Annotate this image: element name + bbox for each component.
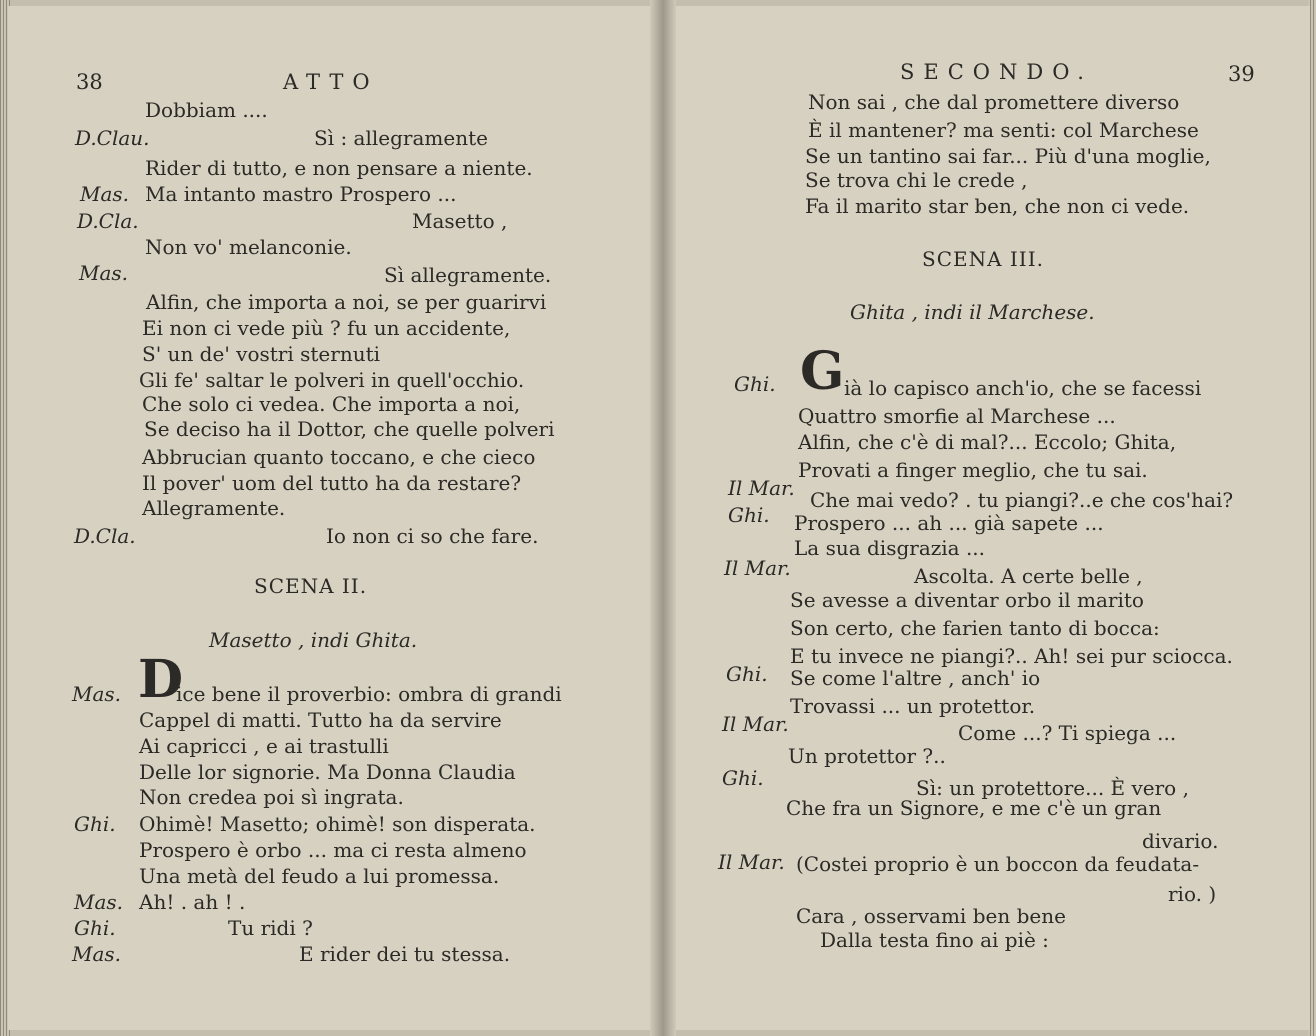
right-page [662,6,1310,1030]
verse-line: Dalla testa fino ai piè : [820,928,1049,952]
verse-line: Ai capricci , e ai trastulli [139,734,389,758]
verse-line: Trovassi ... un protettor. [790,694,1036,718]
verse-line: Ascolta. A certe belle , [914,564,1143,588]
verse-line: ice bene il proverbio: ombra di grandi [176,682,562,706]
verse-line: (Costei proprio è un boccon da feudata- [796,852,1200,876]
scene-persons: Masetto , indi Ghita. [209,628,418,652]
verse-line: Provati a finger meglio, che tu sai. [798,458,1148,482]
speaker-label: Il Mar. [724,556,791,580]
verse-line: Sì allegramente. [384,263,552,287]
running-header: SECONDO. [900,60,1093,84]
left-page [8,6,662,1030]
verse-line: Ma intanto mastro Prospero ... [145,182,457,206]
speaker-label: Il Mar. [718,850,785,874]
speaker-label: Ghi. [728,503,770,527]
speaker-label: Mas. [79,261,129,285]
verse-line: Se avesse a diventar orbo il marito [790,588,1144,612]
scene-title: SCENA II. [254,574,368,598]
verse-line: Che fra un Signore, e me c'è un gran [786,796,1162,820]
verse-line: Sì: un protettore... È vero , [916,776,1189,800]
verse-line: Se trova chi le crede , [805,168,1028,192]
verse-line: Non sai , che dal promettere diverso [808,90,1180,114]
verse-line: Alfin, che c'è di mal?... Eccolo; Ghita, [798,430,1177,454]
verse-line: Cara , osservami ben bene [796,904,1066,928]
verse-line: Ah! . ah ! . [139,890,246,914]
verse-line: Cappel di matti. Tutto ha da servire [139,708,502,732]
verse-line: È il mantener? ma senti: col Marchese [808,118,1199,142]
speaker-label: Il Mar. [722,712,789,736]
verse-line: Gli fe' saltar le polveri in quell'occhio. [139,368,525,392]
verse-line: Abbrucian quanto toccano, e che cieco [142,445,536,469]
verse-line: Ohimè! Masetto; ohimè! son disperata. [139,812,536,836]
speaker-label: D.Cla. [77,209,139,233]
verse-line: divario. [1142,829,1219,853]
speaker-label: Ghi. [722,766,764,790]
verse-line: Fa il marito star ben, che non ci vede. [805,194,1190,218]
speaker-label: Ghi. [74,812,116,836]
verse-line: Non vo' melanconie. [145,235,352,259]
page-number: 39 [1228,62,1255,86]
verse-line: Un protettor ?.. [788,744,946,768]
speaker-label: D.Clau. [75,126,150,150]
speaker-label: Mas. [80,182,130,206]
scene-persons: Ghita , indi il Marchese. [850,300,1095,324]
verse-line: S' un de' vostri sternuti [142,342,381,366]
verse-line: Ei non ci vede più ? fu un accidente, [142,316,511,340]
verse-line: Quattro smorfie al Marchese ... [798,404,1116,428]
speaker-label: Mas. [74,890,124,914]
speaker-label: Ghi. [726,662,768,686]
running-header: ATTO [283,70,379,94]
verse-line: Masetto , [412,209,508,233]
speaker-label: Ghi. [734,372,776,396]
verse-line: Allegramente. [142,496,286,520]
verse-line: Delle lor signorie. Ma Donna Claudia [139,760,516,784]
scene-title: SCENA III. [922,247,1044,271]
verse-line: ià lo capisco anch'io, che se facessi [844,376,1202,400]
verse-line: Che mai vedo? . tu piangi?..e che cos'hai? [810,488,1234,512]
verse-line: Prospero è orbo ... ma ci resta almeno [139,838,527,862]
verse-line: E rider dei tu stessa. [299,942,511,966]
verse-line: Come ...? Ti spiega ... [958,721,1177,745]
verse-line: rio. ) [1168,882,1217,906]
verse-line: Non credea poi sì ingrata. [139,785,404,809]
verse-line: La sua disgrazia ... [794,536,986,560]
verse-line: Una metà del feudo a lui promessa. [139,864,500,888]
page-number: 38 [76,70,103,94]
book-gutter [650,0,676,1036]
drop-cap: D [138,649,184,710]
verse-line: Se come l'altre , anch' io [790,666,1041,690]
drop-cap: G [800,341,845,402]
speaker-label: Il Mar. [728,476,795,500]
verse-line: Rider di tutto, e non pensare a niente. [145,156,533,180]
speaker-label: D.Cla. [74,524,136,548]
verse-line: Il pover' uom del tutto ha da restare? [142,471,522,495]
verse-line: E tu invece ne piangi?.. Ah! sei pur sciocca. [790,644,1233,668]
speaker-label: Mas. [72,942,122,966]
verse-line: Son certo, che farien tanto di bocca: [790,616,1160,640]
verse-line: Se un tantino sai far... Più d'una moglie, [805,144,1211,168]
verse-line: Se deciso ha il Dottor, che quelle polveri [144,417,555,441]
verse-line: Io non ci so che fare. [326,524,539,548]
verse-line: Che solo ci vedea. Che importa a noi, [142,392,521,416]
verse-line: Dobbiam .... [145,98,268,122]
speaker-label: Ghi. [74,916,116,940]
verse-line: Prospero ... ah ... già sapete ... [794,511,1104,535]
verse-line: Alfin, che importa a noi, se per guarirvi [146,290,547,314]
verse-line: Sì : allegramente [314,126,488,150]
verse-line: Tu ridi ? [228,916,313,940]
speaker-label: Mas. [72,682,122,706]
